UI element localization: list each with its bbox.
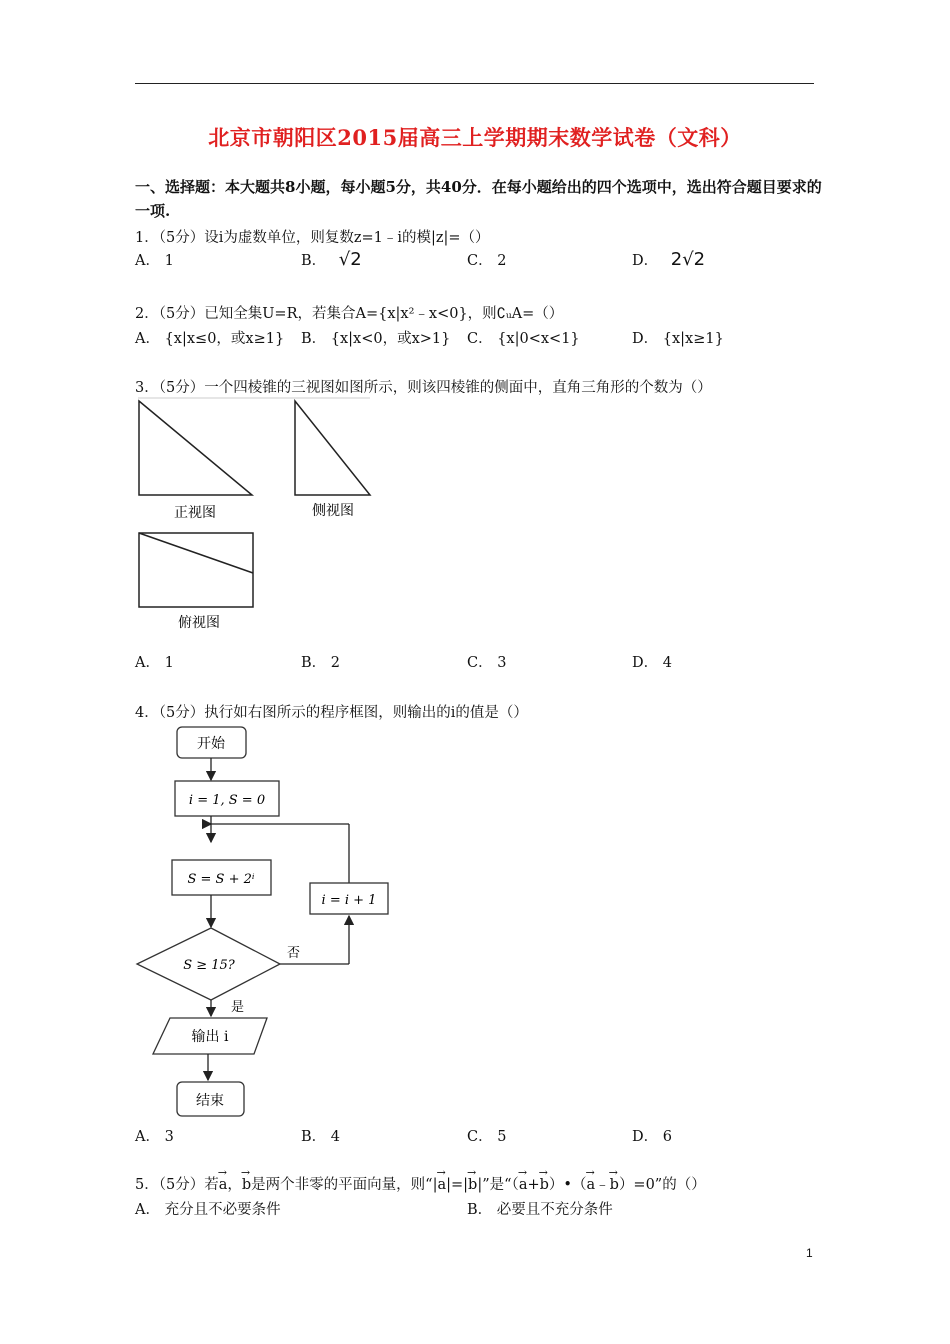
question-4-stem: 4．（5分）执行如右图所示的程序框图，则输出的i的值是（） — [135, 705, 528, 721]
q3-option-a: A． 1 — [135, 655, 174, 671]
q4-option-a: A． 3 — [135, 1129, 174, 1145]
q5-option-a: A． 充分且不必要条件 — [135, 1202, 281, 1218]
front-view-label: 正视图 — [174, 505, 216, 521]
flow-increment-text: i = i + 1 — [321, 893, 377, 908]
q1-option-c: C． 2 — [467, 253, 507, 269]
q2-option-d: D． {x|x≥1} — [632, 331, 724, 347]
q2-option-a: A． {x|x≤0，或x≥1} — [135, 331, 285, 347]
q1-option-a: A． 1 — [135, 253, 174, 269]
section-heading: 一、选择题：本大题共8小题，每小题5分，共40分．在每小题给出的四个选项中，选出符合题目要求的一项. — [135, 178, 822, 220]
q3-option-d: D． 4 — [632, 655, 672, 671]
q4-option-c: C． 5 — [467, 1129, 507, 1145]
page-title: 北京市朝阳区2015届高三上学期期末数学试卷（文科） — [208, 125, 742, 150]
q1-option-d: D． 2√2 — [632, 249, 706, 270]
top-view-diagonal — [139, 533, 253, 573]
question-5-stem: 5．（5分）若→ a，→ b是两个非零的平面向量，则“|→ a|=|→ b|”是“（→ a+→ b）•（→ a﹣→ b）=0”的（） — [135, 1173, 706, 1194]
q2-option-b: B． {x|x<0，或x>1} — [301, 331, 451, 347]
question-2-stem: 2．（5分）已知全集U=R，若集合A={x|x²﹣x<0}，则∁ᵤA=（） — [135, 306, 564, 322]
q1-option-b: B． √2 — [301, 249, 362, 270]
three-view-figure — [130, 395, 380, 635]
flow-condition-text: S ≥ 15? — [183, 958, 235, 973]
q5-option-b: B． 必要且不充分条件 — [467, 1202, 613, 1218]
flowchart-figure — [130, 720, 400, 1125]
side-view-triangle — [295, 401, 370, 495]
page-number: 1 — [806, 1246, 813, 1260]
q4-option-d: D． 6 — [632, 1129, 672, 1145]
flow-start-text: 开始 — [197, 736, 225, 752]
flow-output-text: 输出 i — [191, 1029, 229, 1045]
question-1-stem: 1．（5分）设i为虚数单位，则复数z=1﹣i的模|z|=（） — [135, 230, 490, 246]
flow-init-text: i = 1, S = 0 — [188, 793, 266, 808]
flow-yes-label: 是 — [231, 1000, 245, 1015]
sqrt2-expr: √2 — [338, 249, 362, 270]
top-view-rect — [139, 533, 253, 607]
q2-option-c: C． {x|0<x<1} — [467, 331, 580, 347]
flow-end-text: 结束 — [196, 1093, 224, 1109]
flow-update-s-text: S = S + 2ⁱ — [187, 872, 255, 887]
q3-option-c: C． 3 — [467, 655, 507, 671]
side-view-label: 侧视图 — [312, 503, 354, 519]
q4-option-b: B． 4 — [301, 1129, 340, 1145]
two-sqrt2-expr: 2√2 — [670, 249, 706, 270]
question-3-stem: 3．（5分）一个四棱锥的三视图如图所示，则该四棱锥的侧面中，直角三角形的个数为（） — [135, 380, 712, 396]
front-view-triangle — [139, 401, 252, 495]
header-rule — [135, 83, 814, 84]
vector-a: → a — [219, 1177, 228, 1193]
q3-option-b: B． 2 — [301, 655, 340, 671]
flow-no-label: 否 — [287, 946, 301, 961]
top-view-label: 俯视图 — [178, 615, 220, 631]
vector-b: → b — [242, 1177, 251, 1193]
